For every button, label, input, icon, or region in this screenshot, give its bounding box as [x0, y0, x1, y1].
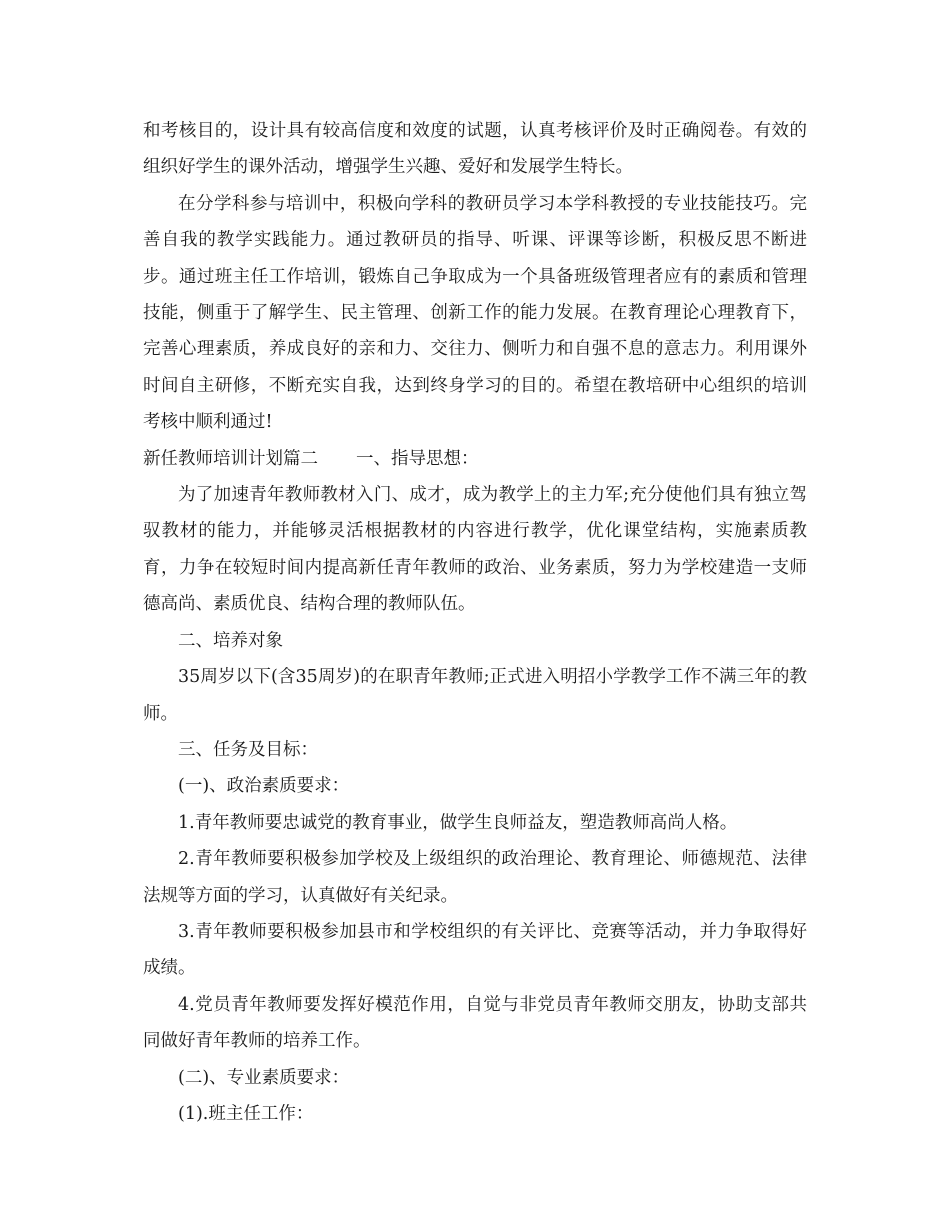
section-title: 新任教师培训计划篇二	[143, 448, 318, 469]
section-heading-line	[143, 441, 807, 477]
heading-head-teacher-work: (1).班主任工作：	[178, 1103, 314, 1124]
paragraph-guiding-idea: 为了加速青年教师教材入门、成才，成为教学上的主力军;充分使他们具有独立驾驭教材的能力，并能够灵活根据教材的内容进行教学，优化课堂结构，实施素质教育，力争在较短时间内提高新任青年教师的政治、业务素质，努力为学校建造一支师德高尚、素质优良、结构合理的教师队伍。	[143, 485, 807, 615]
heading-tasks-goals: 三、任务及目标：	[178, 739, 318, 760]
document-body	[143, 113, 807, 1132]
paragraph-training-target: 35周岁以下(含35周岁)的在职青年教师;正式进入明招小学教学工作不满三年的教师。	[143, 667, 807, 724]
heading-professional-quality: (二)、专业素质要求：	[178, 1067, 350, 1088]
heading-political-quality: (一)、政治素质要求：	[178, 776, 350, 797]
heading-training-target: 二、培养对象	[178, 630, 283, 651]
list-item-4: 4.党员青年教师要发挥好模范作用，自觉与非党员青年教师交朋友，协助支部共同做好青年教师的培养工作。	[143, 994, 807, 1052]
list-item-3: 3.青年教师要积极参加县市和学校组织的有关评比、竞赛等活动，并力争取得好成绩。	[143, 921, 807, 979]
section-first-heading: 一、指导思想：	[356, 448, 479, 469]
list-item-2: 2.青年教师要积极参加学校及上级组织的政治理论、教育理论、师德规范、法律法规等方面的学习，认真做好有关纪录。	[143, 849, 807, 906]
paragraph-training-participation: 在分学科参与培训中，积极向学科的教研员学习本学科教授的专业技能技巧。完善自我的教学实践能力。通过教研员的指导、听课、评课等诊断，积极反思不断进步。通过班主任工作培训，锻炼自己争取成为一个具备班级管理者应有的素质和管理技能，侧重于了解学生、民主管理、创新工作的能力发展。在教育理论心理教育下，完善心理素质，养成良好的亲和力、交往力、侧听力和自强不息的意志力。利用课外时间自主研修，不断充实自我，达到终身学习的目的。希望在教培研中心组织的培训考核中顺利通过!	[143, 193, 807, 433]
paragraph-assessment: 和考核目的，设计具有较高信度和效度的试题，认真考核评价及时正确阅卷。有效的组织好学生的课外活动，增强学生兴趣、爱好和发展学生特长。	[143, 121, 807, 178]
list-item-1: 1.青年教师要忠诚党的教育事业，做学生良师益友，塑造教师高尚人格。	[178, 812, 738, 833]
